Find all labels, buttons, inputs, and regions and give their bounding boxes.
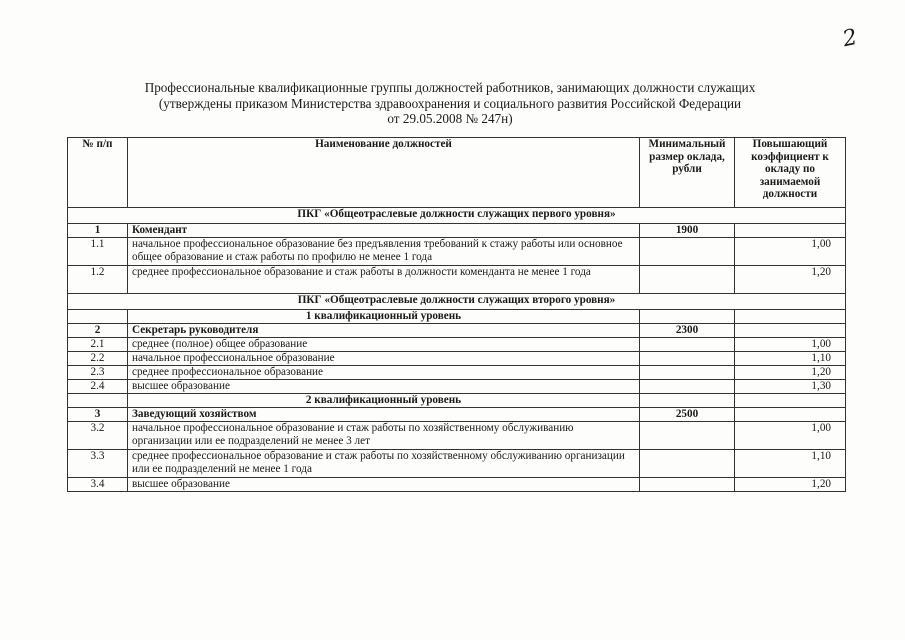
group-row [68, 208, 846, 224]
cell-num [68, 310, 128, 324]
cell-num: 3.4 [68, 478, 128, 492]
cell-salary [640, 266, 735, 294]
cell-name: среднее профессиональное образование и стаж работы в должности коменданта не менее 1 года [128, 266, 640, 294]
title-line-3: от 29.05.2008 № 247н) [387, 111, 513, 126]
page-number: 2 [840, 24, 860, 53]
cell-num: 2.2 [68, 352, 128, 366]
cell-coef: 1,00 [735, 338, 846, 352]
table-row [68, 366, 846, 380]
group-row [68, 294, 846, 310]
cell-num: 1.2 [68, 266, 128, 294]
cell-num: 1 [68, 224, 128, 238]
cell-coef: 1,10 [735, 450, 846, 478]
cell-num: 2.4 [68, 380, 128, 394]
cell-salary [640, 422, 735, 450]
cell-salary [640, 352, 735, 366]
cell-coef: 1,00 [735, 238, 846, 266]
cell-salary [640, 394, 735, 408]
cell-coef [735, 224, 846, 238]
title-line-2: (утверждены приказом Министерства здравоохранения и социального развития Российской Федерации [158, 95, 742, 111]
cell-name: Секретарь руководителя [128, 324, 640, 338]
group-title: ПКГ «Общеотраслевые должности служащих второго уровня» [68, 294, 846, 310]
cell-num [68, 394, 128, 408]
cell-salary [640, 478, 735, 492]
cell-name: начальное профессиональное образование [128, 352, 640, 366]
cell-num: 2.1 [68, 338, 128, 352]
cell-num: 3.3 [68, 450, 128, 478]
cell-num: 2 [68, 324, 128, 338]
level-title: 2 квалификационный уровень [128, 394, 640, 408]
cell-num: 1.1 [68, 238, 128, 266]
position-row [68, 224, 846, 238]
cell-salary [640, 238, 735, 266]
header-coef: Повышающий коэффициент к окладу по занимаемой должности [735, 138, 846, 208]
table-header-row [68, 138, 846, 208]
table-row [68, 478, 846, 492]
cell-name: среднее (полное) общее образование [128, 338, 640, 352]
cell-salary: 2500 [640, 408, 735, 422]
table-row [68, 352, 846, 366]
cell-num: 2.3 [68, 366, 128, 380]
header-name: Наименование должностей [128, 138, 640, 208]
table-row [68, 422, 846, 450]
cell-coef [735, 394, 846, 408]
position-row [68, 324, 846, 338]
cell-name: начальное профессиональное образование и стаж работы по хозяйственному обслуживанию организации или ее подразделений не менее 3 лет [128, 422, 640, 450]
table-row [68, 266, 846, 294]
cell-coef: 1,20 [735, 478, 846, 492]
title-line-1: Профессиональные квалификационные группы должностей работников, занимающих должности служащих [144, 80, 756, 95]
cell-salary: 2300 [640, 324, 735, 338]
cell-coef: 1,20 [735, 266, 846, 294]
position-row [68, 408, 846, 422]
cell-salary [640, 450, 735, 478]
cell-coef [735, 310, 846, 324]
cell-salary [640, 310, 735, 324]
table-row [68, 338, 846, 352]
level-row [68, 394, 846, 408]
cell-salary [640, 338, 735, 352]
cell-name: начальное профессиональное образование без предъявления требований к стажу работы или основное общее образование и стаж работы по профилю не менее 1 года [128, 238, 640, 266]
cell-name: Заведующий хозяйством [128, 408, 640, 422]
header-salary: Минимальный размер оклада, рубли [640, 138, 735, 208]
cell-num: 3 [68, 408, 128, 422]
cell-name: среднее профессиональное образование [128, 366, 640, 380]
cell-name: среднее профессиональное образование и стаж работы по хозяйственному обслуживанию организации или ее подразделений не менее 1 года [128, 450, 640, 478]
cell-salary [640, 366, 735, 380]
cell-coef: 1,20 [735, 366, 846, 380]
cell-num: 3.2 [68, 422, 128, 450]
cell-coef: 1,10 [735, 352, 846, 366]
qualification-table [67, 137, 846, 492]
table-row [68, 450, 846, 478]
cell-coef: 1,30 [735, 380, 846, 394]
header-num: № п/п [68, 138, 128, 208]
table-row [68, 238, 846, 266]
group-title: ПКГ «Общеотраслевые должности служащих первого уровня» [68, 208, 846, 224]
table-row [68, 380, 846, 394]
cell-salary: 1900 [640, 224, 735, 238]
cell-name: высшее образование [128, 380, 640, 394]
cell-coef [735, 408, 846, 422]
cell-coef: 1,00 [735, 422, 846, 450]
cell-salary [640, 380, 735, 394]
cell-coef [735, 324, 846, 338]
level-row [68, 310, 846, 324]
cell-name: Комендант [128, 224, 640, 238]
document-title [100, 80, 800, 127]
level-title: 1 квалификационный уровень [128, 310, 640, 324]
cell-name: высшее образование [128, 478, 640, 492]
